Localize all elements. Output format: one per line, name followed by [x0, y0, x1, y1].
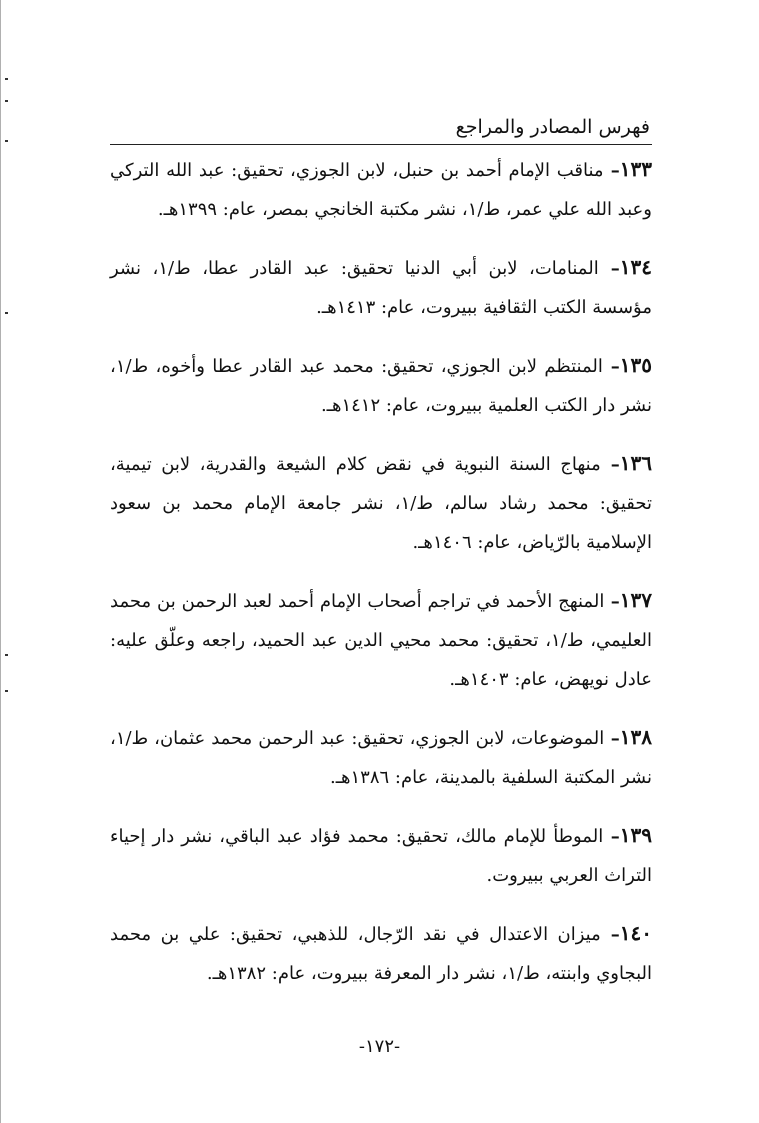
scan-speck [5, 654, 8, 656]
entry-number: ١٣٧ [619, 588, 652, 612]
bibliography-entry [110, 150, 652, 229]
entry-text: ميزان الاعتدال في نقد الرّجال، للذهبي، تحقيق: علي بن محمد البجاوي وابنته، ط/١، نشر دار المعرفة ببيروت، عام: ١٣٨٢هـ. [110, 924, 652, 984]
entry-number: ١٤٠ [619, 921, 652, 945]
scan-speck [5, 78, 8, 80]
entry-number: ١٣٤ [619, 255, 652, 279]
entry-number: ١٣٣ [619, 157, 652, 181]
entry-number: ١٣٦ [619, 451, 652, 475]
page-number: -١٧٢- [358, 1036, 401, 1057]
entry-dash: – [604, 591, 620, 612]
bibliography-entry [110, 444, 652, 562]
entry-text: المنامات، لابن أبي الدنيا تحقيق: عبد القادر عطا، ط/١، نشر مؤسسة الكتب الثقافية ببيروت، عام: ١٤١٣هـ. [110, 258, 652, 318]
entry-number: ١٣٥ [619, 353, 652, 377]
scan-margin-line [0, 0, 1, 1123]
scan-speck [5, 100, 8, 102]
entry-dash: – [604, 728, 620, 749]
entry-text: الموضوعات، لابن الجوزي، تحقيق: عبد الرحمن محمد عثمان، ط/١، نشر المكتبة السلفية بالمدينة، عام: ١٣٨٦هـ. [110, 728, 652, 788]
entry-text: المنهج الأحمد في تراجم أصحاب الإمام أحمد لعبد الرحمن بن محمد العليمي، ط/١، تحقيق: محمد محيي الدين عبد الحميد، راجعه وعلّق عليه: عادل نويهض، عام: ١٤٠٣هـ. [110, 591, 652, 690]
header-rule [110, 144, 652, 145]
entry-number: ١٣٩ [619, 823, 652, 847]
entry-text: المنتظم لابن الجوزي، تحقيق: محمد عبد القادر عطا وأخوه، ط/١، نشر دار الكتب العلمية ببيروت، عام: ١٤١٢هـ. [110, 356, 652, 416]
entry-text: مناقب الإمام أحمد بن حنبل، لابن الجوزي، تحقيق: عبد الله التركي وعبد الله علي عمر، ط/١، نشر مكتبة الخانجي بمصر، عام: ١٣٩٩هـ. [110, 160, 652, 220]
entry-number: ١٣٨ [619, 725, 652, 749]
entry-dash: – [603, 160, 620, 181]
entry-dash: – [600, 924, 620, 945]
entry-dash: – [600, 454, 620, 475]
bibliography-entry [110, 581, 652, 699]
entry-text: منهاج السنة النبوية في نقض كلام الشيعة والقدرية، لابن تيمية، تحقيق: محمد رشاد سالم، ط/١، نشر جامعة الإمام محمد بن سعود الإسلامية بالرّياض، عام: ١٤٠٦هـ. [110, 454, 652, 553]
bibliography-list [110, 150, 652, 1012]
running-header: فهرس المصادر والمراجع [455, 116, 650, 138]
bibliography-entry [110, 718, 652, 797]
bibliography-entry [110, 816, 652, 895]
bibliography-entry [110, 346, 652, 425]
entry-dash: – [598, 258, 620, 279]
scan-speck [5, 690, 8, 692]
entry-dash: – [602, 356, 620, 377]
bibliography-entry [110, 914, 652, 993]
entry-dash: – [603, 826, 620, 847]
scan-speck [5, 312, 8, 314]
bibliography-entry [110, 248, 652, 327]
entry-text: الموطأ للإمام مالك، تحقيق: محمد فؤاد عبد الباقي، نشر دار إحياء التراث العربي ببيروت. [110, 826, 652, 886]
scan-speck [5, 140, 8, 142]
